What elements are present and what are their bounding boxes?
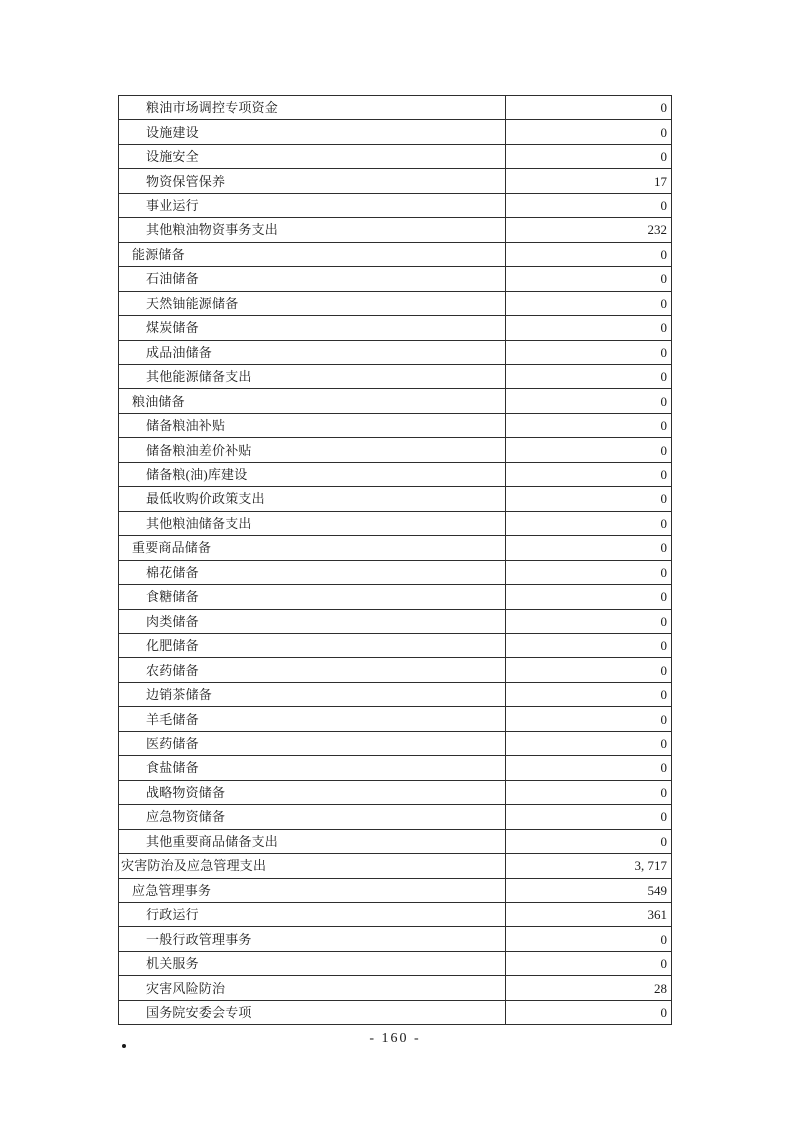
row-value: 361 xyxy=(647,907,667,923)
row-value: 0 xyxy=(660,809,667,825)
table-row xyxy=(119,976,671,1000)
row-value: 0 xyxy=(660,760,667,776)
table-row xyxy=(119,218,671,242)
row-label: 边销茶储备 xyxy=(119,683,506,706)
row-label: 粮油储备 xyxy=(119,389,506,412)
row-value: 0 xyxy=(660,515,667,531)
row-label: 事业运行 xyxy=(119,194,506,217)
row-label: 其他粮油物资事务支出 xyxy=(119,218,506,241)
row-label: 其他粮油储备支出 xyxy=(119,512,506,535)
row-label: 机关服务 xyxy=(119,952,506,975)
row-label: 储备粮油差价补贴 xyxy=(119,438,506,461)
row-label: 一般行政管理事务 xyxy=(119,927,506,950)
table-row xyxy=(119,316,671,340)
row-label: 石油储备 xyxy=(119,267,506,290)
row-label: 储备粮油补贴 xyxy=(119,414,506,437)
row-label: 设施建设 xyxy=(119,120,506,143)
table-row xyxy=(119,732,671,756)
table-row xyxy=(119,389,671,413)
table-row xyxy=(119,341,671,365)
row-value: 17 xyxy=(654,173,667,189)
row-value: 549 xyxy=(647,882,667,898)
row-value: 0 xyxy=(660,418,667,434)
row-value: 0 xyxy=(660,344,667,360)
table-row xyxy=(119,781,671,805)
row-value: 0 xyxy=(660,687,667,703)
table-row xyxy=(119,169,671,193)
row-value: 0 xyxy=(660,246,667,262)
row-label: 其他能源储备支出 xyxy=(119,365,506,388)
row-label: 应急物资储备 xyxy=(119,805,506,828)
table-row xyxy=(119,96,671,120)
row-label: 农药储备 xyxy=(119,658,506,681)
row-value: 0 xyxy=(660,295,667,311)
page-number: - 160 - xyxy=(369,1031,421,1046)
row-label: 国务院安委会专项 xyxy=(119,1001,506,1024)
table-row xyxy=(119,927,671,951)
table-row xyxy=(119,610,671,634)
table-row xyxy=(119,683,671,707)
row-label: 棉花储备 xyxy=(119,561,506,584)
row-value: 0 xyxy=(660,931,667,947)
row-value: 0 xyxy=(660,711,667,727)
row-label: 肉类储备 xyxy=(119,610,506,633)
row-value: 0 xyxy=(660,613,667,629)
table-row xyxy=(119,658,671,682)
row-label: 应急管理事务 xyxy=(119,879,506,902)
row-value: 0 xyxy=(660,149,667,165)
row-value: 0 xyxy=(660,369,667,385)
table-row xyxy=(119,243,671,267)
table-row xyxy=(119,145,671,169)
row-value: 0 xyxy=(660,442,667,458)
row-label: 其他重要商品储备支出 xyxy=(119,830,506,853)
table-row xyxy=(119,365,671,389)
table-row xyxy=(119,414,671,438)
stray-dot-mark xyxy=(122,1044,126,1048)
row-value: 0 xyxy=(660,491,667,507)
row-label: 灾害风险防治 xyxy=(119,976,506,999)
row-value: 0 xyxy=(660,393,667,409)
row-label: 能源储备 xyxy=(119,243,506,266)
row-label: 煤炭储备 xyxy=(119,316,506,339)
row-label: 设施安全 xyxy=(119,145,506,168)
row-label: 医药储备 xyxy=(119,732,506,755)
row-label: 食糖储备 xyxy=(119,585,506,608)
row-value: 0 xyxy=(660,271,667,287)
row-value: 28 xyxy=(654,980,667,996)
row-value: 3, 717 xyxy=(634,858,667,874)
table-row xyxy=(119,438,671,462)
row-label: 天然铀能源储备 xyxy=(119,292,506,315)
row-value: 0 xyxy=(660,589,667,605)
row-value: 0 xyxy=(660,833,667,849)
table-row xyxy=(119,634,671,658)
row-label: 成品油储备 xyxy=(119,341,506,364)
row-label: 重要商品储备 xyxy=(119,536,506,559)
table-row xyxy=(119,854,671,878)
row-value: 0 xyxy=(660,320,667,336)
row-value: 0 xyxy=(660,198,667,214)
row-value: 0 xyxy=(660,564,667,580)
table-row xyxy=(119,879,671,903)
table-row xyxy=(119,952,671,976)
table-row xyxy=(119,561,671,585)
row-value: 232 xyxy=(647,222,667,238)
table-row xyxy=(119,830,671,854)
row-value: 0 xyxy=(660,956,667,972)
row-value: 0 xyxy=(660,100,667,116)
budget-table xyxy=(118,95,672,1025)
table-row xyxy=(119,536,671,560)
table-row xyxy=(119,512,671,536)
row-label: 羊毛储备 xyxy=(119,707,506,730)
table-row xyxy=(119,903,671,927)
row-value: 0 xyxy=(660,736,667,751)
table-row xyxy=(119,585,671,609)
row-label: 战略物资储备 xyxy=(119,781,506,804)
row-label: 灾害防治及应急管理支出 xyxy=(119,854,506,877)
table-row xyxy=(119,1001,671,1024)
table-row xyxy=(119,805,671,829)
table-row xyxy=(119,292,671,316)
table-row xyxy=(119,707,671,731)
row-label: 化肥储备 xyxy=(119,634,506,657)
table-row xyxy=(119,463,671,487)
table-row xyxy=(119,267,671,291)
row-label: 食盐储备 xyxy=(119,756,506,779)
table-row xyxy=(119,120,671,144)
row-label: 最低收购价政策支出 xyxy=(119,487,506,510)
row-value: 0 xyxy=(660,540,667,556)
row-value: 0 xyxy=(660,124,667,140)
table-row xyxy=(119,487,671,511)
row-value: 0 xyxy=(660,638,667,654)
row-value: 0 xyxy=(660,662,667,678)
table-row xyxy=(119,756,671,780)
row-label: 储备粮(油)库建设 xyxy=(119,463,506,486)
row-value: 0 xyxy=(660,1004,667,1020)
row-value: 0 xyxy=(660,784,667,800)
table-row xyxy=(119,194,671,218)
row-label: 粮油市场调控专项资金 xyxy=(119,96,506,119)
row-label: 行政运行 xyxy=(119,903,506,926)
row-value: 0 xyxy=(660,467,667,483)
row-label: 物资保管保养 xyxy=(119,169,506,192)
